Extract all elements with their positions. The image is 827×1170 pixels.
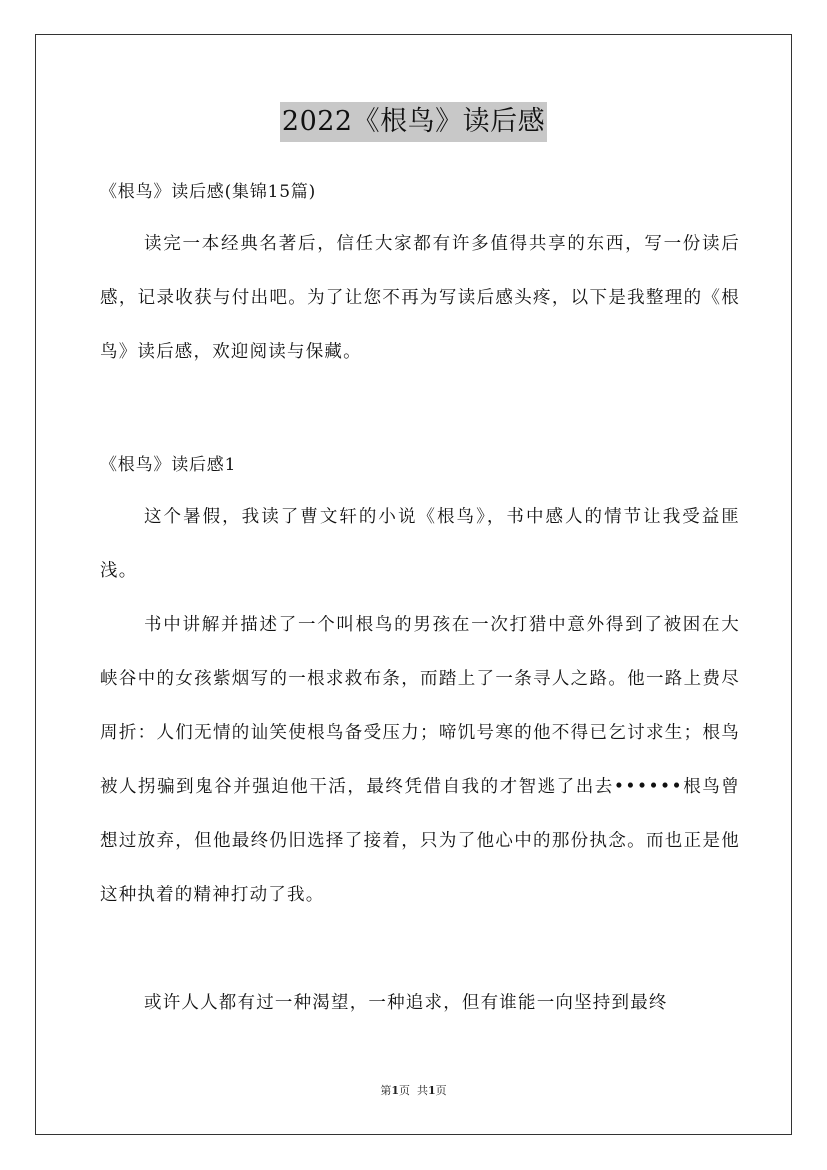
footer-total-prefix: 共 <box>417 1084 428 1097</box>
page-footer <box>0 1083 827 1099</box>
section-heading-1: 《根鸟》读后感1 <box>100 455 237 475</box>
footer-page-suffix: 页 <box>399 1084 410 1097</box>
footer-page-prefix: 第 <box>380 1084 392 1097</box>
document-subtitle: 《根鸟》读后感(集锦15篇) <box>100 182 317 202</box>
title-container <box>0 102 827 142</box>
footer-page-number: 1 <box>391 1084 399 1097</box>
body-paragraph-1: 这个暑假，我读了曹文轩的小说《根鸟》，书中感人的情节让我受益匪浅。 <box>100 507 740 581</box>
intro-paragraph: 读完一本经典名著后，信任大家都有许多值得共享的东西，写一份读后感，记录收获与付出吧。为了让您不再为写读后感头疼，以下是我整理的《根鸟》读后感，欢迎阅读与保藏。 <box>100 234 740 362</box>
footer-total-number: 1 <box>428 1084 436 1097</box>
document-title: 2022《根鸟》读后感 <box>280 102 547 142</box>
footer-total-suffix: 页 <box>435 1084 447 1097</box>
body-paragraph-3: 或许人人都有过一种渴望，一种追求，但有谁能一向坚持到最终 <box>144 993 668 1013</box>
body-paragraph-2: 书中讲解并描述了一个叫根鸟的男孩在一次打猎中意外得到了被困在大峡谷中的女孩紫烟写的一根求救布条，而踏上了一条寻人之路。他一路上费尽周折：人们无情的讪笑使根鸟备受压力；啼饥号寒的他不得已乞讨求生；根鸟被人拐骗到鬼谷并强迫他干活，最终凭借自我的才智逃了出去••••••根鸟曾想过放弃，但他最终仍旧选择了接着，只为了他心中的那份执念。而也正是他这种执着的精神打动了我。 <box>100 615 740 905</box>
